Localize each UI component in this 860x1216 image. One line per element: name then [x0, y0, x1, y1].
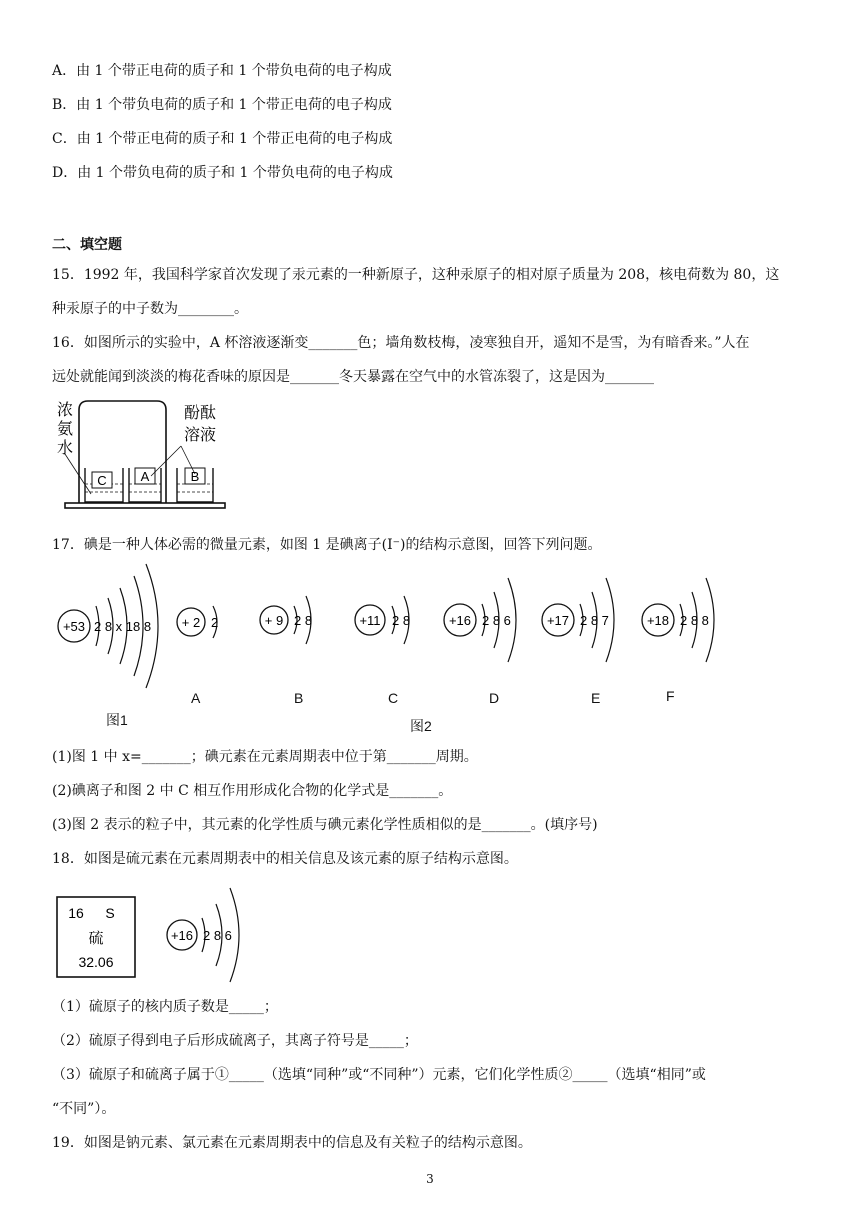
particle-e-shells: 2 8 7: [580, 613, 609, 628]
particle-b-diagram: [258, 592, 328, 662]
sulfur-nucleus: +16: [170, 928, 194, 943]
sulfur-mass: 32.06: [78, 954, 114, 970]
figure2-label: 图2: [410, 718, 432, 734]
sulfur-atom-diagram: [166, 880, 256, 990]
q16-line2: 远处就能闻到淡淡的梅花香味的原因是_______冬天暴露在空气中的水管冻裂了，这是因为_______: [52, 369, 654, 385]
particle-b-letter: B: [294, 690, 304, 706]
sulfur-shells: 2 8 6: [203, 928, 232, 943]
phenolphthalein-label-1: 酚酞: [183, 405, 217, 422]
particle-d-diagram: [442, 572, 532, 668]
q15-line2: 种汞原子的中子数为________。: [52, 301, 248, 317]
particle-b-nucleus: + 9: [264, 613, 284, 628]
particle-c-shells: 2 8: [392, 613, 411, 628]
particle-f-diagram: [640, 572, 730, 668]
sulfur-symbol: S: [105, 905, 115, 921]
phenolphthalein-label-2: 溶液: [183, 427, 217, 444]
particle-c-nucleus: +11: [359, 613, 381, 628]
sulfur-name: 硫: [88, 930, 104, 947]
beaker-c-label: C: [97, 473, 107, 488]
beaker-b-label: B: [190, 469, 200, 484]
sulfur-periodic-cell: [56, 896, 138, 980]
particle-b-shells: 2 8: [294, 613, 313, 628]
particle-d-letter: D: [489, 690, 500, 706]
option-b: B．由 1 个带负电荷的质子和 1 个带正电荷的电子构成: [52, 97, 392, 113]
option-d: D．由 1 个带负电荷的质子和 1 个带负电荷的电子构成: [52, 165, 393, 181]
particle-a-nucleus: + 2: [181, 615, 201, 630]
beaker-a-label: A: [140, 469, 150, 484]
particle-a-diagram: [175, 598, 235, 658]
q17-stem: 17．碘是一种人体必需的微量元素，如图 1 是碘离子(I⁻)的结构示意图，回答下列问题。: [52, 537, 602, 553]
q18-sub3b: “不同”）。: [52, 1101, 116, 1117]
particle-c-letter: C: [388, 690, 399, 706]
particle-c-diagram: [354, 590, 426, 662]
q18-stem: 18．如图是硫元素在元素周期表中的相关信息及该元素的原子结构示意图。: [52, 851, 518, 867]
q15-line1: 15．1992 年，我国科学家首次发现了汞元素的一种新原子，这种汞原子的相对原子质量为 208，核电荷数为 80，这: [52, 267, 780, 283]
ammonia-label-1: 浓: [56, 402, 74, 419]
particle-f-nucleus: +18: [646, 613, 670, 628]
q18-sub2: （2）硫原子得到电子后形成硫离子，其离子符号是_____；: [52, 1033, 418, 1049]
particle-f-shells: 2 8 8: [680, 613, 709, 628]
section-title: 二、填空题: [52, 237, 122, 253]
page-number: 3: [426, 1172, 434, 1186]
particle-a-shells: 2: [211, 615, 219, 630]
q18-sub3a: （3）硫原子和硫离子属于①_____（选填“同种”或“不同种”）元素，它们化学性质②_____（选填“相同”或: [52, 1067, 706, 1083]
ammonia-label-2: 氨: [56, 421, 74, 438]
particle-d-nucleus: +16: [448, 613, 472, 628]
particle-e-diagram: [540, 572, 630, 668]
option-a: A．由 1 个带正电荷的质子和 1 个带负电荷的电子构成: [52, 63, 392, 79]
figure1-label: 图1: [106, 712, 128, 728]
q16-line1: 16．如图所示的实验中，A 杯溶液逐渐变_______色；墙角数枝梅，凌寒独自开，遥知不是雪，为有暗香来。”人在: [52, 335, 750, 351]
iodide-ion-diagram: [56, 560, 166, 692]
q17-sub1: (1)图 1 中 x=_______；碘元素在元素周期表中位于第_______周期。: [52, 749, 478, 765]
iodide-shells: 2 8 x 18 8: [94, 619, 152, 634]
ammonia-label-3: 水: [56, 440, 74, 457]
sulfur-atomic-number: 16: [68, 905, 84, 921]
q17-sub2: (2)碘离子和图 2 中 C 相互作用形成化合物的化学式是_______。: [52, 783, 453, 799]
particle-e-letter: E: [591, 690, 601, 706]
particle-f-letter: F: [666, 688, 675, 704]
ammonia-experiment-figure: [55, 396, 235, 512]
q17-sub3: (3)图 2 表示的粒子中，其元素的化学性质与碘元素化学性质相似的是_______。(填序号): [52, 817, 598, 833]
q19-stem: 19．如图是钠元素、氯元素在元素周期表中的信息及有关粒子的结构示意图。: [52, 1135, 532, 1151]
iodide-nucleus: +53: [62, 619, 86, 634]
option-c: C．由 1 个带正电荷的质子和 1 个带正电荷的电子构成: [52, 131, 393, 147]
particle-a-letter: A: [191, 690, 201, 706]
q18-sub1: （1）硫原子的核内质子数是_____；: [52, 999, 278, 1015]
particle-e-nucleus: +17: [546, 613, 570, 628]
particle-d-shells: 2 8 6: [482, 613, 511, 628]
